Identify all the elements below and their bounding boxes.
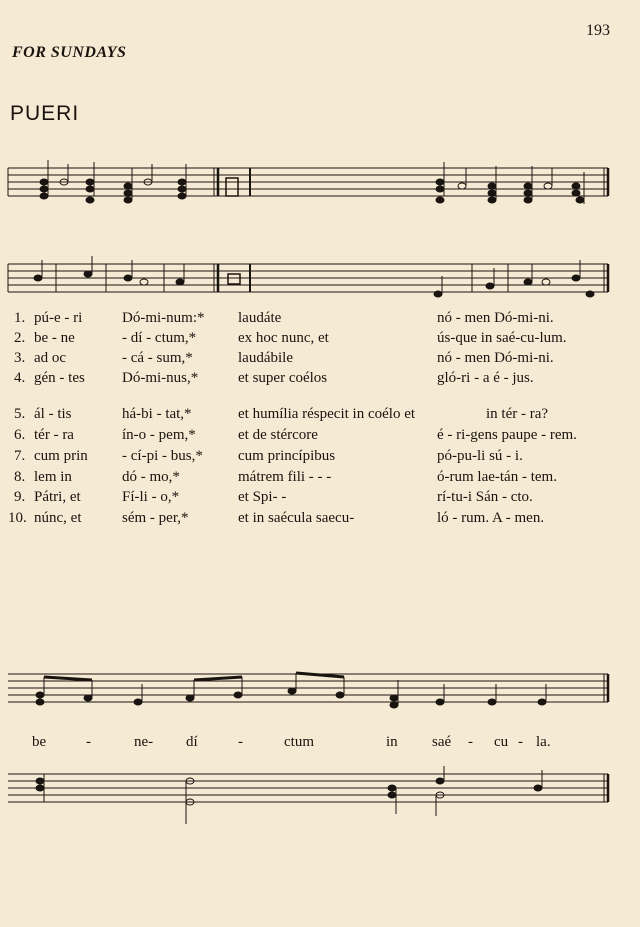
verse-number: 8. xyxy=(14,469,26,485)
hymn-title: PUERI xyxy=(10,102,80,125)
lyric-syllable: - xyxy=(468,734,473,750)
lyric-syllable: - xyxy=(518,734,523,750)
verse-text-1: Pátri, et xyxy=(34,489,81,505)
verse-text-2: dó - mo,* xyxy=(122,469,180,485)
verse-number: 6. xyxy=(14,427,26,443)
verse-text-4: pó-pu-li sú - i. xyxy=(437,448,523,464)
verse-text-4: in tér - ra? xyxy=(486,406,549,422)
verse-text-3: mátrem fili - - - xyxy=(238,469,332,485)
verse-text-3: ex hoc nunc, et xyxy=(238,330,329,346)
verse-text-2: Fí-li - o,* xyxy=(122,489,180,505)
staff-top-treble xyxy=(0,160,640,230)
lyric-syllable: be xyxy=(32,734,47,750)
verse-text-1: pú-e - ri xyxy=(34,310,83,326)
verse-text-1: cum prin xyxy=(34,448,88,464)
verse-text-4: rí-tu-i Sán - cto. xyxy=(437,489,533,505)
verse-text-2: - dí - ctum,* xyxy=(122,330,197,346)
verse-number: 3. xyxy=(14,350,26,366)
verse-text-3: laudáte xyxy=(238,310,282,326)
lyric-syllable: - xyxy=(86,734,91,750)
verse-text-3: et de stércore xyxy=(238,427,318,443)
verse-text-3: laudábile xyxy=(238,350,293,366)
verse-text-4: nó - men Dó-mi-ni. xyxy=(437,310,554,326)
verse-text-2: há-bi - tat,* xyxy=(122,406,192,422)
verse-text-1: núnc, et xyxy=(34,510,82,526)
verse-text-4: ó-rum lae-tán - tem. xyxy=(437,469,557,485)
verse-number: 10. xyxy=(8,510,27,526)
staff-ending-upper xyxy=(0,660,640,730)
verse-text-1: lem in xyxy=(34,469,72,485)
verse-text-2: Dó-mi-nus,* xyxy=(122,370,199,386)
verse-text-2: sém - per,* xyxy=(122,510,189,526)
verse-text-4: ló - rum. A - men. xyxy=(437,510,545,526)
verse-number: 7. xyxy=(14,448,26,464)
verse-number: 5. xyxy=(14,406,26,422)
verse-text-2: - cá - sum,* xyxy=(122,350,193,366)
verse-text-1: be - ne xyxy=(34,330,75,346)
lyric-syllable: in xyxy=(386,734,398,750)
lyric-syllable: la. xyxy=(536,734,551,750)
verse-number: 9. xyxy=(14,489,26,505)
verse-number: 4. xyxy=(14,370,26,386)
lyric-syllable: dí xyxy=(186,734,198,750)
lyric-syllable: cu xyxy=(494,734,509,750)
lyric-syllable: saé xyxy=(432,734,452,750)
lyric-syllable: - xyxy=(238,734,243,750)
verse-text-2: ín-o - pem,* xyxy=(122,427,196,443)
staff-bottom-upper xyxy=(0,256,640,306)
page-number: 193 xyxy=(586,22,610,39)
verse-text-1: tér - ra xyxy=(34,427,74,443)
verse-text-4: ús-que in saé-cu-lum. xyxy=(437,330,567,346)
verse-text-1: ál - tis xyxy=(34,406,72,422)
verse-text-3: et in saécula saecu- xyxy=(238,510,355,526)
verse-number: 2. xyxy=(14,330,26,346)
verse-text-2: - cí-pi - bus,* xyxy=(122,448,203,464)
verse-text-3: et humília réspecit in coélo et xyxy=(238,406,416,422)
verse-text-1: ad oc xyxy=(34,350,67,366)
lyric-syllable: ctum xyxy=(284,734,314,750)
verse-text-4: é - ri-gens paupe - rem. xyxy=(437,427,577,443)
section-header: FOR SUNDAYS xyxy=(12,44,127,61)
verse-text-4: nó - men Dó-mi-ni. xyxy=(437,350,554,366)
verse-text-3: cum princípibus xyxy=(238,448,336,464)
lyric-syllable: ne- xyxy=(134,734,154,750)
verse-text-4: gló-ri - a é - jus. xyxy=(437,370,534,386)
verse-text-1: gén - tes xyxy=(34,370,85,386)
staff-ending-lower xyxy=(0,766,640,836)
verse-text-3: et Spi- - xyxy=(238,489,287,505)
verse-number: 1. xyxy=(14,310,26,326)
verse-text-2: Dó-mi-num:* xyxy=(122,310,205,326)
verse-text-3: et super coélos xyxy=(238,370,328,386)
